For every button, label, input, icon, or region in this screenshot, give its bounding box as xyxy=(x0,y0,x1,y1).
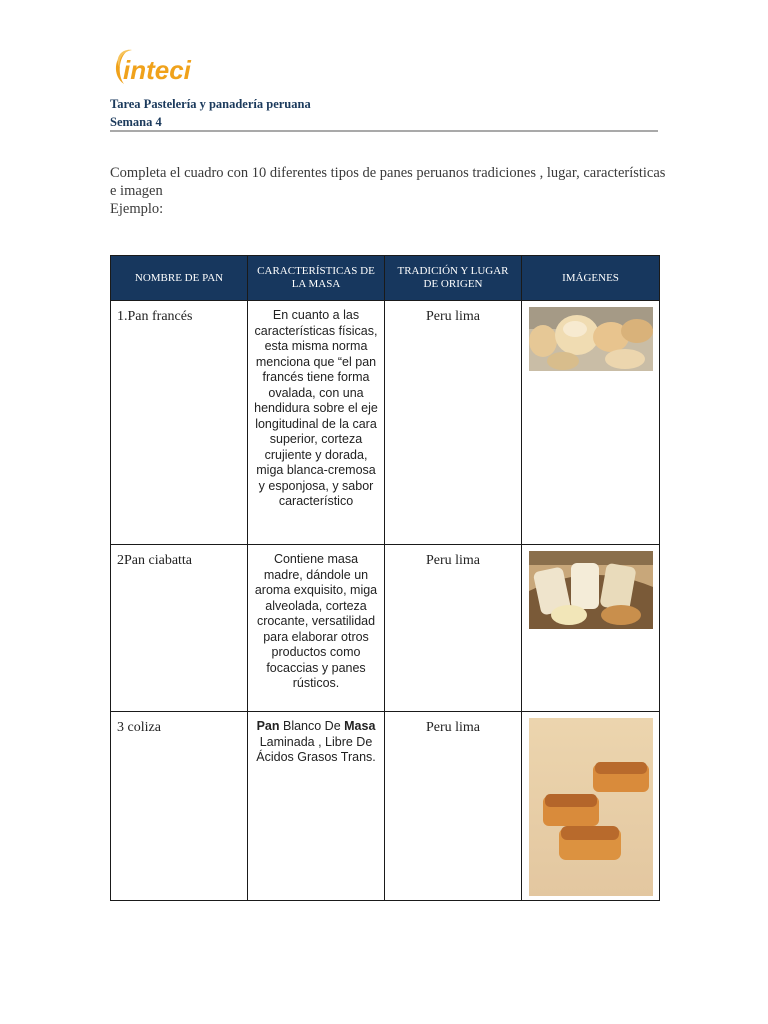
bread-table xyxy=(110,255,660,901)
desc-part: Laminada , Libre De Ácidos Grasos Trans. xyxy=(256,734,376,764)
bread-name: 2Pan ciabatta xyxy=(111,545,248,712)
bread-origin: Peru lima xyxy=(385,545,522,712)
table-row xyxy=(111,545,660,712)
bread-name: 3 coliza xyxy=(111,712,248,901)
table-row xyxy=(111,712,660,901)
instruction-text: Completa el cuadro con 10 diferentes tipos de panes peruanos tradiciones , lugar, características e imagen xyxy=(110,165,666,199)
column-header-characteristics: CARACTERÍSTICAS DE LA MASA xyxy=(248,256,385,301)
inteci-logo xyxy=(110,46,220,90)
desc-part: Blanco De xyxy=(279,719,345,733)
table-header-row xyxy=(111,256,660,301)
example-label: Ejemplo: xyxy=(110,201,164,217)
bread-origin: Peru lima xyxy=(385,301,522,545)
desc-part: Pan xyxy=(256,719,280,733)
desc-part: Masa xyxy=(344,719,376,733)
bread-characteristics xyxy=(248,712,385,901)
bread-characteristics: Contiene masa madre, dándole un aroma exquisito, miga alveolada, corteza crocante, versatilidad para elaborar otros productos como focaccias y panes rústicos. xyxy=(248,545,385,712)
bread-image-cell xyxy=(522,545,660,712)
logo-text: inteci xyxy=(123,55,191,85)
coliza-photo xyxy=(529,718,653,896)
pan-frances-photo xyxy=(529,307,653,371)
document-header xyxy=(110,95,658,131)
instructions xyxy=(110,164,670,218)
assignment-title: Tarea Pastelería y panadería peruana xyxy=(110,97,311,111)
bread-origin: Peru lima xyxy=(385,712,522,901)
bread-name: 1.Pan francés xyxy=(111,301,248,545)
column-header-origin: TRADICIÓN Y LUGAR DE ORIGEN xyxy=(385,256,522,301)
column-header-name: NOMBRE DE PAN xyxy=(111,256,248,301)
header-divider xyxy=(110,130,658,132)
pan-ciabatta-photo xyxy=(529,551,653,629)
bread-image-cell xyxy=(522,301,660,545)
week-label: Semana 4 xyxy=(110,115,162,129)
table-row xyxy=(111,301,660,545)
column-header-images: IMÁGENES xyxy=(522,256,660,301)
bread-characteristics: En cuanto a las características físicas, esta misma norma menciona que “el pan francés tiene forma ovalada, con una hendidura sobre el eje longitudinal de la cara superior, corteza crujiente y dorada, miga blanca-cremosa y esponjosa, y sabor característico xyxy=(248,301,385,545)
bread-image-cell xyxy=(522,712,660,901)
